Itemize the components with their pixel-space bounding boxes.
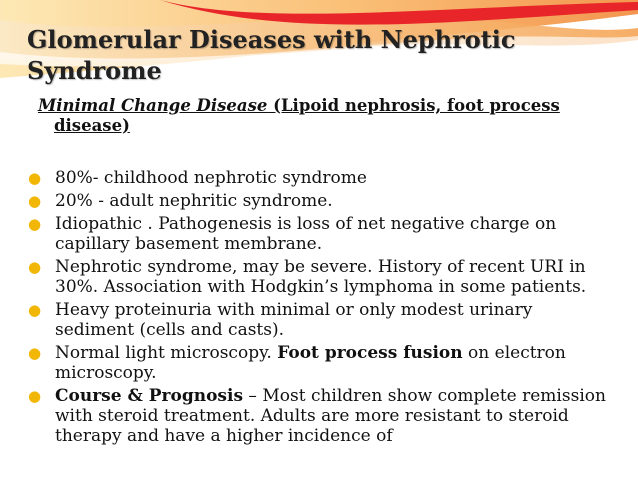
- bullet-text-post: on electron microscopy.: [55, 343, 566, 383]
- bullet-dot-icon: ●: [28, 301, 42, 319]
- title-line-1: Glomerular Diseases with Nephrotic: [27, 25, 516, 54]
- bullet-dot-icon: ●: [28, 344, 42, 362]
- bullet-item: [22, 386, 612, 446]
- bullet-item: [22, 168, 612, 188]
- bullet-text-bold: Course & Prognosis: [55, 386, 244, 406]
- bullet-list: [22, 168, 612, 449]
- subtitle-disease-name: Minimal Change Disease: [38, 96, 268, 115]
- bullet-dot-icon: ●: [28, 215, 42, 233]
- bullet-item: [22, 300, 612, 340]
- bullet-text: 80%- childhood nephrotic syndrome: [55, 168, 367, 188]
- bullet-text: Idiopathic . Pathogenesis is loss of net negative charge on capillary basement membrane.: [55, 214, 557, 254]
- bullet-dot-icon: ●: [28, 169, 42, 187]
- bullet-text-bold: Foot process fusion: [277, 343, 463, 363]
- bullet-dot-icon: ●: [28, 387, 42, 405]
- bullet-text: 20% - adult nephritic syndrome.: [55, 191, 333, 211]
- subtitle-synonyms: (Lipoid nephrosis, foot process: [267, 96, 560, 115]
- title-line-2: Syndrome: [27, 56, 162, 85]
- bullet-text-post: – Most children show complete remission with steroid treatment. Adults are more resistant to steroid therapy and have a higher incidence of: [55, 386, 606, 446]
- bullet-text: Nephrotic syndrome, may be severe. History of recent URI in 30%. Association with Hodgkin’s lymphoma in some patients.: [55, 257, 587, 297]
- bullet-text-pre: Normal light microscopy.: [55, 343, 278, 363]
- slide-subtitle: [38, 96, 608, 136]
- slide-title: [27, 24, 587, 86]
- bullet-item: [22, 343, 612, 383]
- subtitle-synonyms-line-2: disease): [54, 116, 130, 135]
- bullet-dot-icon: ●: [28, 192, 42, 210]
- bullet-text: Heavy proteinuria with minimal or only modest urinary sediment (cells and casts).: [55, 300, 533, 340]
- bullet-dot-icon: ●: [28, 258, 42, 276]
- bullet-item: [22, 214, 612, 254]
- bullet-item: [22, 191, 612, 211]
- bullet-item: [22, 257, 612, 297]
